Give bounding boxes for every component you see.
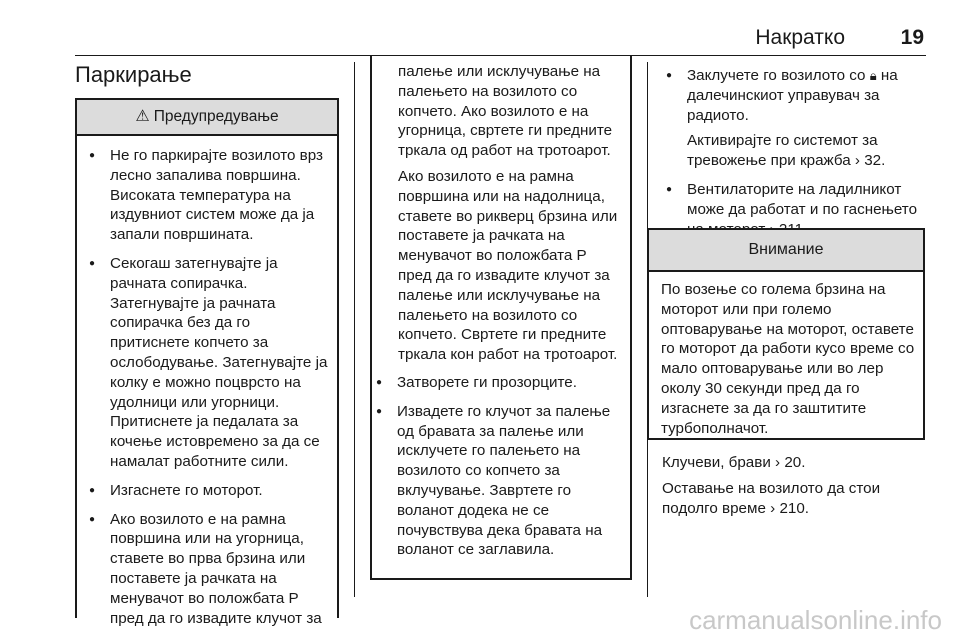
paragraph: Ако возилото е на рамна површина или на надолница, ставете во рикверц брзина или поставете ја рачката на менувачот во положбата P пред да го извадите клучот за палење или исклучување на палењето на возилото со копчето. Свртете ги предните тркала кон работ на тротоарот. <box>398 167 618 364</box>
list-item: ● Извадете го клучот за палење од бравата за палење или исклучете го палењето на возилото со копчето за вклучување. Завртете го воланот додека не се почувствува дека бравата на воланот се заглавила. <box>372 402 622 560</box>
right-column <box>662 66 924 248</box>
column-divider-left <box>354 62 355 597</box>
page-ref-arrow-icon: › <box>770 499 776 517</box>
watermark: carmanualsonline.info <box>689 605 942 635</box>
ref-text: Оставање на возилото да стои подолго време <box>662 479 881 517</box>
warning-box-continued <box>370 56 632 580</box>
page-ref[interactable]: 32. <box>864 152 886 170</box>
caution-text: По возење со голема брзина на моторот или при големо оптоварување на моторот, оставете го моторот да работи кусо време со мало оптоварување или во лер околу 30 секунди пред да го изгаснете за да го заштитите турбополначот. <box>661 281 915 437</box>
section-title: Паркирање <box>75 62 192 87</box>
page-ref-arrow-icon: › <box>775 454 781 471</box>
alarm-text: Активирајте го системот за тревожење при кражба <box>687 132 878 170</box>
list-item: ● Ако возилото е на рамна површина или на угорница, ставете во прва брзина или поставете ја рачката на менувачот во положбата P пред да го извадите клучот за <box>85 510 331 629</box>
list-item: ● Не го паркирајте возилото врз лесно запалива површина. Високата температура на издувниот систем може да ја запали површината. <box>85 146 331 245</box>
fan-text: Вентилаторите на ладилникот може да работат и по гаснењето <box>687 180 918 218</box>
page-number: 19 <box>900 26 924 49</box>
list-item <box>662 66 924 171</box>
list-item: ● Затворете ги прозорците. <box>372 373 622 393</box>
page-ref[interactable]: 20. <box>784 454 806 471</box>
lock-text-cont: на далечинскиот управувач за радиото. <box>687 67 898 124</box>
paragraph: палење или исклучување на палењето на возилото со копчето. Ако возилото е на угорница, свртете ги предните тркала од работ на тротоарот. <box>398 63 613 160</box>
list-item: ● Секогаш затегнувајте ја рачната сопирачка. Затегнувајте ја рачната сопирачка без да го притиснете копчето за ослободување. Затегнувајте ја колку е можно поцврсто на удолници или угорници. Притиснете ја педалата за кочење истовремено за да се намалат работните сили. <box>85 254 331 472</box>
warning-heading <box>77 100 337 136</box>
header-title: Накратко <box>755 26 845 49</box>
warning-box <box>75 98 339 627</box>
warning-triangle-icon: ⚠ <box>135 108 150 125</box>
caution-box <box>647 228 925 440</box>
caution-heading: Внимание <box>649 230 923 272</box>
references <box>662 453 924 524</box>
lock-text: Заклучете го возилото со <box>687 67 866 84</box>
page-ref-arrow-icon: › <box>854 152 860 170</box>
warning-heading-label: Предупредување <box>153 108 279 125</box>
lock-icon: 🔒︎ <box>869 68 877 83</box>
list-item: ● Изгаснете го моторот. <box>85 481 331 501</box>
page-ref[interactable]: 210. <box>779 499 809 517</box>
ref-text: Клучеви, брави <box>662 454 771 471</box>
